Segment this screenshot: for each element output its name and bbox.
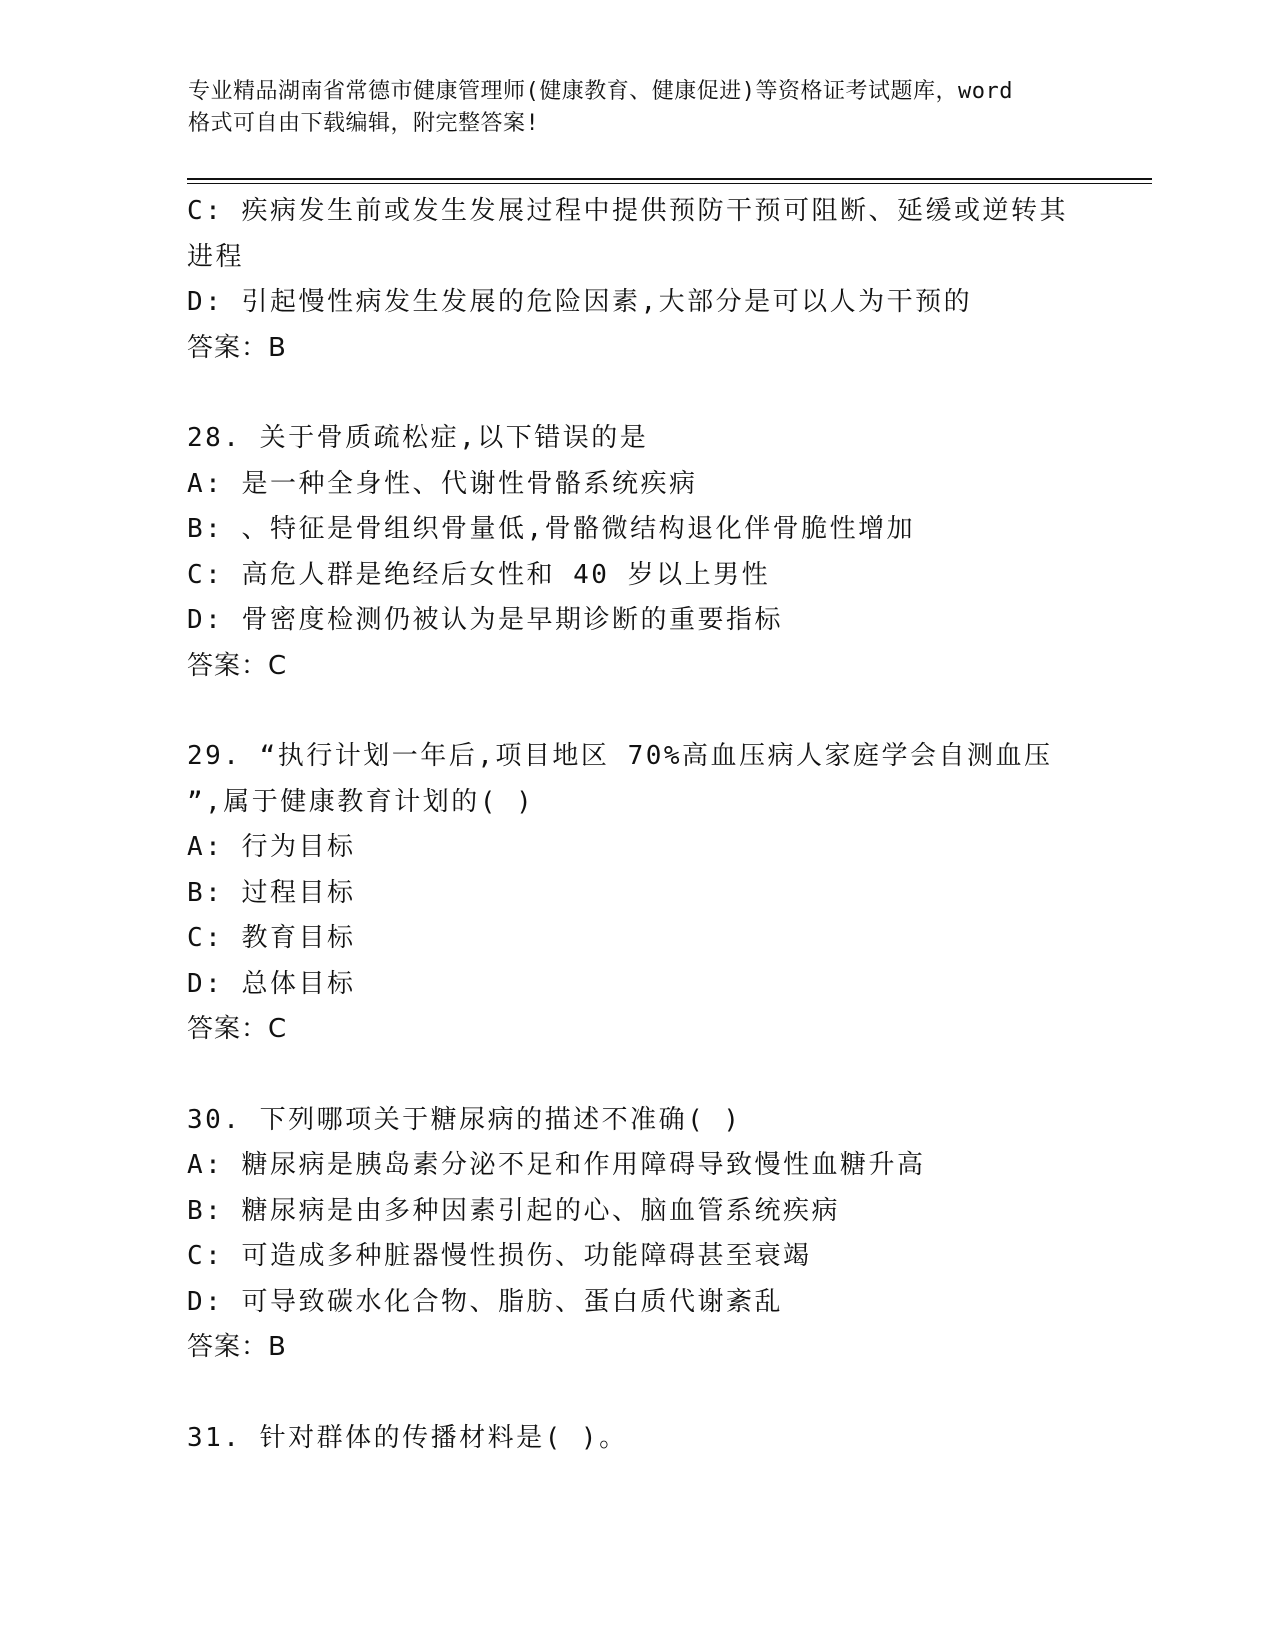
question-31	[187, 1416, 1087, 1462]
option-c: C: 疾病发生前或发生发展过程中提供预防干预可阻断、延缓或逆转其	[187, 196, 1068, 226]
answer-line: 答案：C	[187, 1014, 288, 1044]
option-a: A: 行为目标	[187, 832, 356, 862]
page-header	[188, 76, 1088, 140]
question-28	[187, 416, 1087, 689]
question-29	[187, 734, 1087, 1053]
question-text: 29. “执行计划一年后,项目地区 70%高血压病人家庭学会自测血压	[187, 741, 1053, 771]
spacer	[187, 1371, 1087, 1416]
option-c: C: 高危人群是绝经后女性和 40 岁以上男性	[187, 559, 771, 590]
option-c: C: 可造成多种脏器慢性损伤、功能障碍甚至衰竭	[187, 1241, 812, 1271]
question-text-continued: ”,属于健康教育计划的( )	[187, 786, 535, 817]
option-c: C: 教育目标	[187, 923, 356, 953]
spacer	[187, 371, 1087, 416]
header-rule-thin	[187, 183, 1152, 184]
option-a: A: 糖尿病是胰岛素分泌不足和作用障碍导致慢性血糖升高	[187, 1150, 926, 1180]
option-d: D: 可导致碳水化合物、脂肪、蛋白质代谢紊乱	[187, 1286, 783, 1317]
header-text-line2: 格式可自由下载编辑，附完整答案!	[188, 111, 540, 136]
option-b: B: 糖尿病是由多种因素引起的心、脑血管系统疾病	[187, 1195, 840, 1226]
option-d: D: 骨密度检测仍被认为是早期诊断的重要指标	[187, 605, 783, 635]
answer-line: 答案：C	[187, 650, 288, 681]
option-b: B: 、特征是骨组织骨量低,骨骼微结构退化伴骨脆性增加	[187, 514, 916, 544]
question-text: 28. 关于骨质疏松症,以下错误的是	[187, 423, 649, 453]
header-rule-thick	[187, 178, 1152, 180]
question-text: 30. 下列哪项关于糖尿病的描述不准确( )	[187, 1104, 742, 1135]
spacer	[187, 1053, 1087, 1098]
option-c-continued: 进程	[187, 241, 245, 272]
previous-question-tail	[187, 189, 1087, 371]
question-30	[187, 1098, 1087, 1371]
option-d: D: 总体目标	[187, 968, 356, 999]
answer-line: 答案：B	[187, 1332, 287, 1362]
question-text: 31. 针对群体的传播材料是( )。	[187, 1422, 628, 1453]
header-text-line1: 专业精品湖南省常德市健康管理师(健康教育、健康促进)等资格证考试题库，word	[188, 79, 1013, 104]
spacer	[187, 689, 1087, 734]
option-a: A: 是一种全身性、代谢性骨骼系统疾病	[187, 468, 698, 499]
question-list	[187, 189, 1087, 1461]
answer-line: 答案：B	[187, 332, 287, 363]
option-b: B: 过程目标	[187, 877, 356, 908]
option-d: D: 引起慢性病发生发展的危险因素,大部分是可以人为干预的	[187, 287, 973, 317]
